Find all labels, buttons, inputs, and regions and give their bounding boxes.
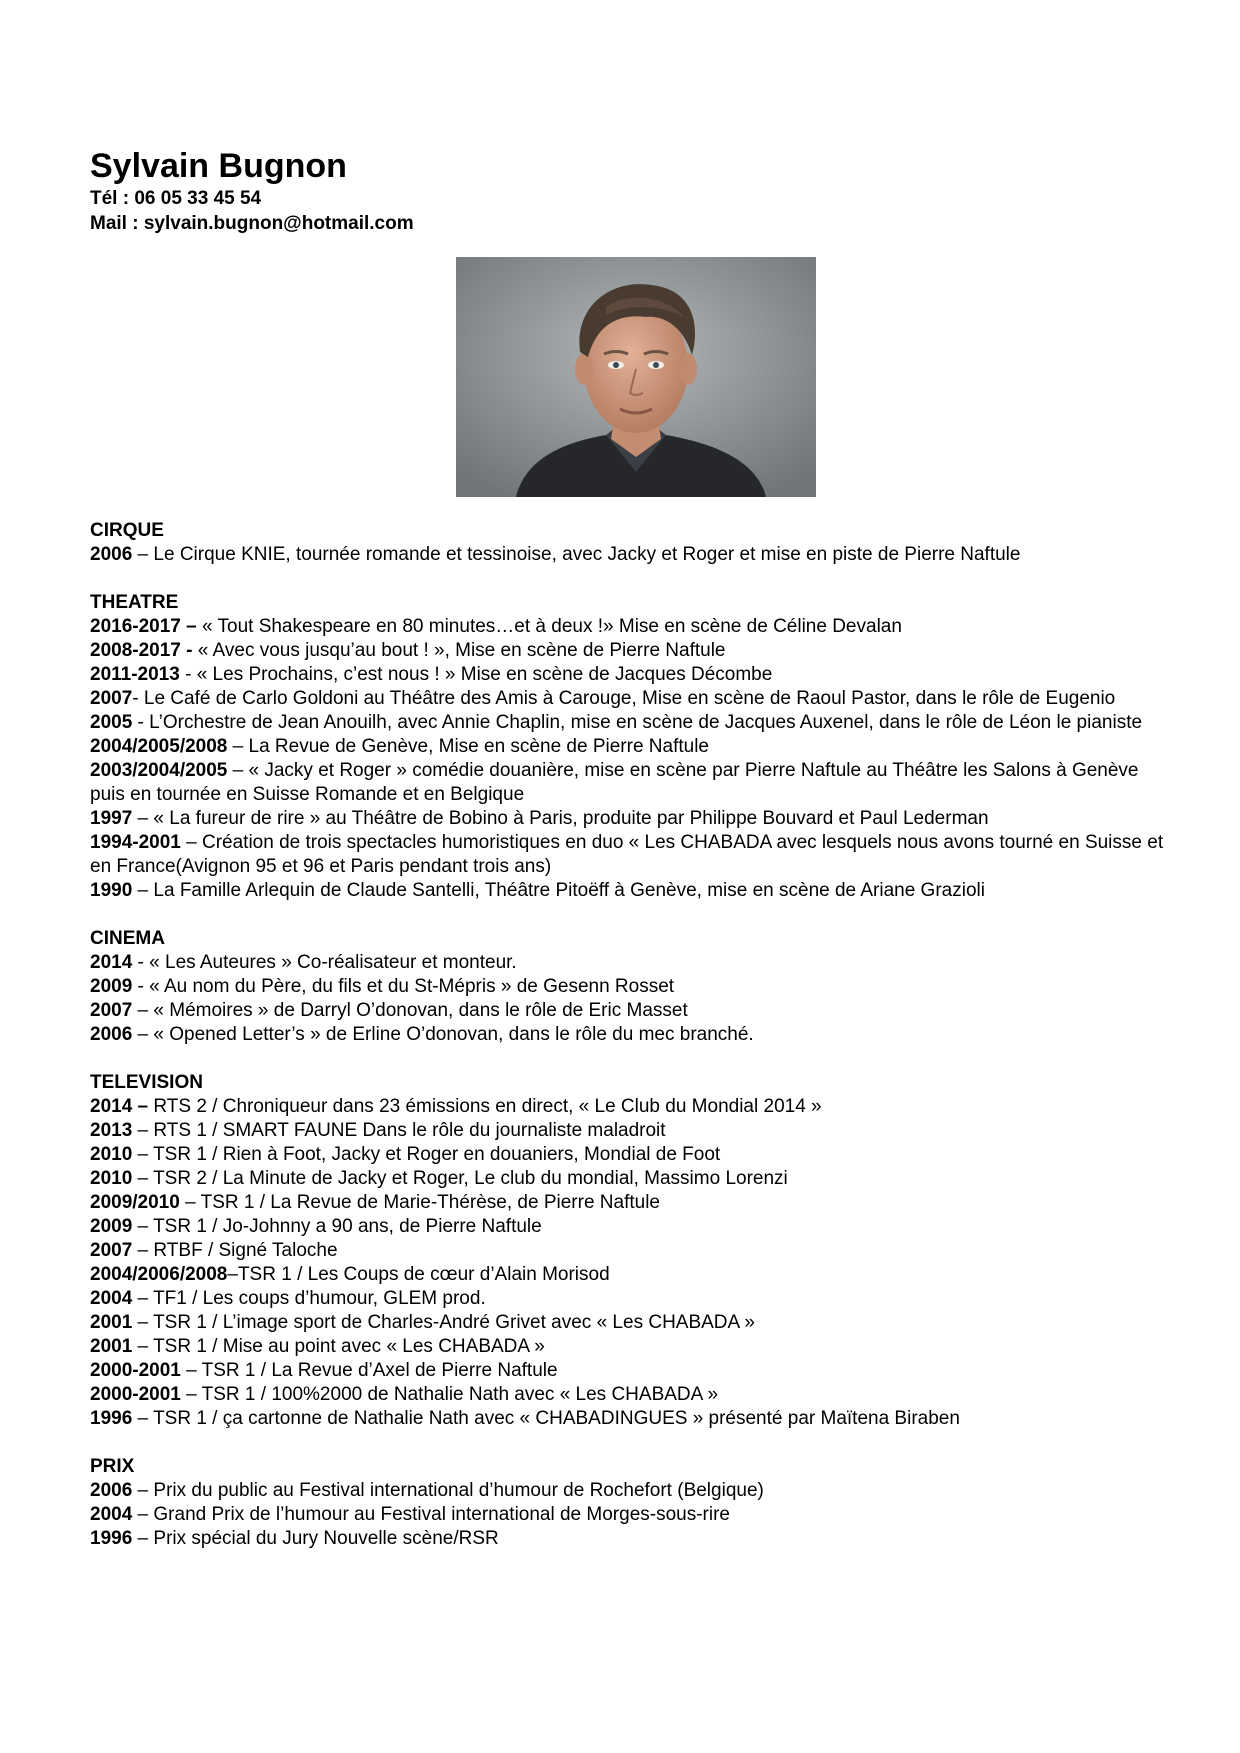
- entry-text: – Prix du public au Festival international d’humour de Rochefort (Belgique): [132, 1480, 764, 1501]
- entry-text: – « Jacky et Roger » comédie douanière, mise en scène par Pierre Naftule au Théâtre les Salons à Genève puis en tournée en Suisse Romande et en Belgique: [90, 760, 1139, 805]
- entry-item: [90, 639, 1170, 663]
- entry-year: 2005: [90, 712, 133, 733]
- entry-year: 2010: [90, 1168, 133, 1189]
- entry-text: – RTS 1 / SMART FAUNE Dans le rôle du journaliste maladroit: [132, 1120, 666, 1141]
- section-cirque: [90, 519, 1170, 567]
- entry-text: « Tout Shakespeare en 80 minutes…et à deux !» Mise en scène de Céline Devalan: [196, 616, 902, 637]
- entry-item: [90, 1191, 1170, 1215]
- entry-item: [90, 807, 1170, 831]
- entry-item: [90, 1503, 1170, 1527]
- entry-text: - « Les Auteures » Co-réalisateur et monteur.: [132, 952, 517, 973]
- entry-year: 2010: [90, 1144, 133, 1165]
- entry-text: – « Opened Letter’s » de Erline O’donovan, dans le rôle du mec branché.: [132, 1024, 754, 1045]
- entry-item: [90, 1263, 1170, 1287]
- entry-item: [90, 1239, 1170, 1263]
- entry-year: 2001: [90, 1312, 133, 1333]
- section-title: CIRQUE: [90, 520, 164, 541]
- cv-header: [90, 146, 414, 236]
- entry-item: [90, 543, 1170, 567]
- entry-text: – TSR 1 / La Revue d’Axel de Pierre Naftule: [180, 1360, 558, 1381]
- entry-text: – TSR 1 / Rien à Foot, Jacky et Roger en douaniers, Mondial de Foot: [132, 1144, 721, 1165]
- section-television: [90, 1071, 1170, 1431]
- entry-year: 2014 –: [90, 1096, 149, 1117]
- entry-text: – TSR 2 / La Minute de Jacky et Roger, Le club du mondial, Massimo Lorenzi: [132, 1168, 788, 1189]
- entry-year: 2011-2013: [90, 664, 180, 685]
- entry-text: – TSR 1 / ça cartonne de Nathalie Nath avec « CHABADINGUES » présenté par Maïtena Biraben: [132, 1408, 960, 1429]
- entry-year: 2009: [90, 976, 133, 997]
- entry-item: [90, 1479, 1170, 1503]
- entry-text: - Le Café de Carlo Goldoni au Théâtre des Amis à Carouge, Mise en scène de Raoul Pastor, dans le rôle de Eugenio: [132, 688, 1116, 709]
- entry-item: [90, 711, 1170, 735]
- entry-year: 1997: [90, 808, 133, 829]
- entry-year: 2004: [90, 1288, 133, 1309]
- entry-item: [90, 1359, 1170, 1383]
- entry-item: [90, 1335, 1170, 1359]
- entry-year: 2000-2001: [90, 1384, 181, 1405]
- entry-year: 1996: [90, 1528, 133, 1549]
- entry-year: 2006: [90, 544, 133, 565]
- entry-text: – TF1 / Les coups d’humour, GLEM prod.: [132, 1288, 486, 1309]
- entry-text: – Prix spécial du Jury Nouvelle scène/RSR: [132, 1528, 499, 1549]
- entry-year: 2001: [90, 1336, 133, 1357]
- entry-item: [90, 1311, 1170, 1335]
- entry-year: 2009/2010: [90, 1192, 180, 1213]
- entry-text: – « La fureur de rire » au Théâtre de Bobino à Paris, produite par Philippe Bouvard et Paul Lederman: [132, 808, 989, 829]
- entry-text: RTS 2 / Chroniqueur dans 23 émissions en direct, « Le Club du Mondial 2014 »: [148, 1096, 822, 1117]
- entry-year: 2003/2004/2005: [90, 760, 228, 781]
- entry-year: 2004/2005/2008: [90, 736, 228, 757]
- entry-item: [90, 999, 1170, 1023]
- entry-year: 2006: [90, 1024, 133, 1045]
- entry-year: 2008-2017 -: [90, 640, 193, 661]
- entry-text: – TSR 1 / 100%2000 de Nathalie Nath avec « Les CHABADA »: [180, 1384, 719, 1405]
- section-title: TELEVISION: [90, 1072, 203, 1093]
- entry-item: [90, 759, 1170, 807]
- entry-text: – TSR 1 / Jo-Johnny a 90 ans, de Pierre Naftule: [132, 1216, 542, 1237]
- entry-item: [90, 735, 1170, 759]
- entry-item: [90, 663, 1170, 687]
- cv-sections: [90, 519, 1170, 1575]
- entry-item: [90, 1287, 1170, 1311]
- entry-text: - « Au nom du Père, du fils et du St-Mépris » de Gesenn Rosset: [132, 976, 675, 997]
- section-cinema: [90, 927, 1170, 1047]
- entry-text: – Le Cirque KNIE, tournée romande et tessinoise, avec Jacky et Roger et mise en piste de Pierre Naftule: [132, 544, 1021, 565]
- entry-year: 2007: [90, 688, 133, 709]
- entry-text: –TSR 1 / Les Coups de cœur d’Alain Morisod: [227, 1264, 610, 1285]
- entry-text: - « Les Prochains, c’est nous ! » Mise en scène de Jacques Décombe: [179, 664, 773, 685]
- section-prix: [90, 1455, 1170, 1551]
- entry-item: [90, 1143, 1170, 1167]
- entry-year: 2004/2006/2008: [90, 1264, 228, 1285]
- entry-year: 1996: [90, 1408, 133, 1429]
- entry-item: [90, 1383, 1170, 1407]
- entry-year: 2009: [90, 1216, 133, 1237]
- entry-year: 2000-2001: [90, 1360, 181, 1381]
- entry-year: 2007: [90, 1000, 133, 1021]
- entry-text: « Avec vous jusqu’au bout ! », Mise en scène de Pierre Naftule: [192, 640, 726, 661]
- section-title: THEATRE: [90, 592, 179, 613]
- portrait-photo: [456, 257, 816, 497]
- entry-item: [90, 1119, 1170, 1143]
- entry-item: [90, 1215, 1170, 1239]
- entry-text: – La Revue de Genève, Mise en scène de Pierre Naftule: [227, 736, 709, 757]
- entry-text: – TSR 1 / La Revue de Marie-Thérèse, de Pierre Naftule: [179, 1192, 660, 1213]
- entry-item: [90, 951, 1170, 975]
- entry-text: – TSR 1 / Mise au point avec « Les CHABADA »: [132, 1336, 545, 1357]
- entry-year: 1994-2001: [90, 832, 181, 853]
- entry-text: – La Famille Arlequin de Claude Santelli, Théâtre Pitoëff à Genève, mise en scène de Ariane Grazioli: [132, 880, 985, 901]
- entry-item: [90, 1167, 1170, 1191]
- section-theatre: [90, 591, 1170, 903]
- entry-text: – TSR 1 / L’image sport de Charles-André Grivet avec « Les CHABADA »: [132, 1312, 755, 1333]
- portrait-illustration: [456, 257, 816, 497]
- entry-item: [90, 1023, 1170, 1047]
- email-address: Mail : sylvain.bugnon@hotmail.com: [90, 213, 414, 234]
- section-title: PRIX: [90, 1456, 135, 1477]
- entry-item: [90, 615, 1170, 639]
- entry-item: [90, 879, 1170, 903]
- entry-text: - L’Orchestre de Jean Anouilh, avec Annie Chaplin, mise en scène de Jacques Auxenel, dans le rôle de Léon le pianiste: [132, 712, 1143, 733]
- entry-item: [90, 1095, 1170, 1119]
- entry-year: 2004: [90, 1504, 133, 1525]
- entry-text: – Grand Prix de l’humour au Festival international de Morges-sous-rire: [132, 1504, 730, 1525]
- entry-year: 2016-2017 –: [90, 616, 197, 637]
- entry-year: 2014: [90, 952, 133, 973]
- entry-year: 1990: [90, 880, 133, 901]
- person-name: Sylvain Bugnon: [90, 147, 347, 185]
- entry-text: – « Mémoires » de Darryl O’donovan, dans le rôle de Eric Masset: [132, 1000, 688, 1021]
- entry-item: [90, 831, 1170, 879]
- entry-item: [90, 1407, 1170, 1431]
- entry-item: [90, 1527, 1170, 1551]
- entry-item: [90, 975, 1170, 999]
- entry-text: – RTBF / Signé Taloche: [132, 1240, 338, 1261]
- section-title: CINEMA: [90, 928, 165, 949]
- entry-item: [90, 687, 1170, 711]
- entry-year: 2013: [90, 1120, 133, 1141]
- phone-number: Tél : 06 05 33 45 54: [90, 188, 262, 209]
- entry-text: – Création de trois spectacles humoristiques en duo « Les CHABADA avec lesquels nous avons tourné en Suisse et en France(Avignon 95 et 96 et Paris pendant trois ans): [90, 832, 1164, 877]
- entry-year: 2007: [90, 1240, 133, 1261]
- entry-year: 2006: [90, 1480, 133, 1501]
